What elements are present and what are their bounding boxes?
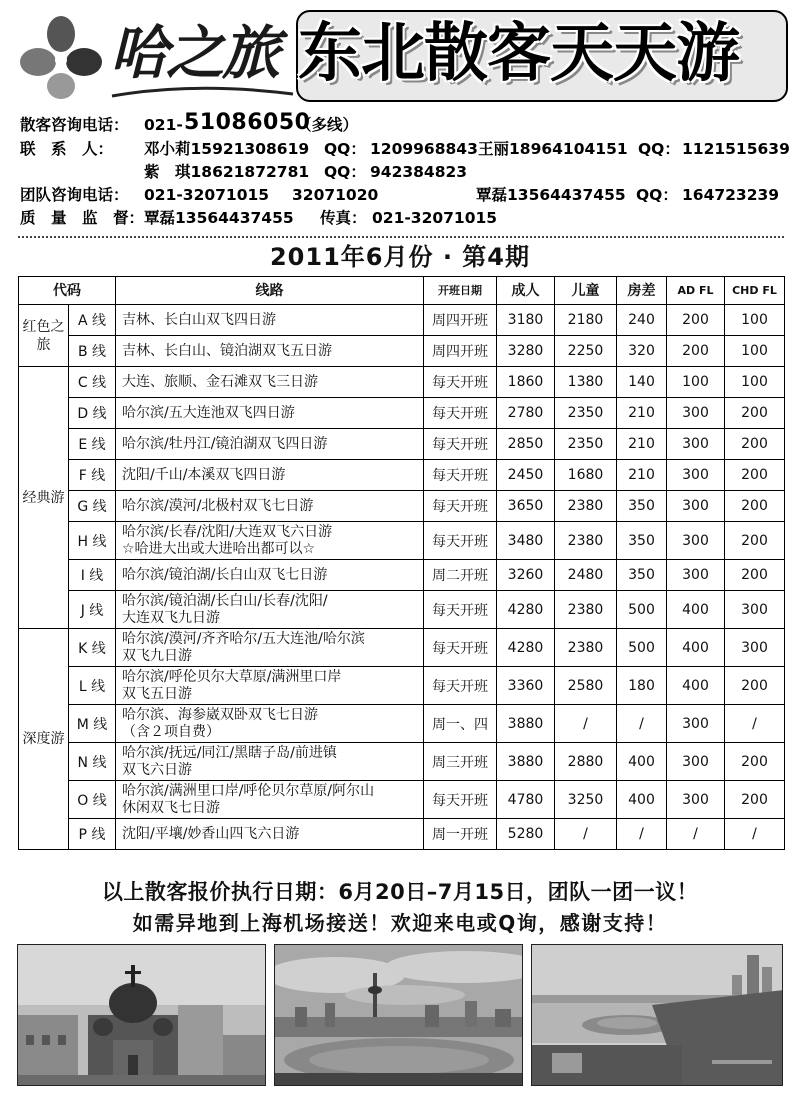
- ad-fl-price: 300: [667, 560, 725, 591]
- route-line: （含２项自费）: [122, 723, 220, 740]
- table-row: [19, 367, 785, 398]
- child-price: 2350: [555, 429, 617, 460]
- adult-price: 5280: [497, 819, 555, 850]
- route-description: [116, 629, 424, 667]
- quality-label: 质 量 监 督：: [20, 209, 145, 227]
- schedule-cell: 每天开班: [424, 591, 497, 629]
- group-label: 深度游: [19, 629, 69, 850]
- child-price: 2380: [555, 629, 617, 667]
- contact-label: 联 系 人：: [20, 140, 114, 158]
- route-description: [116, 305, 424, 336]
- child-price: 2480: [555, 560, 617, 591]
- route-line: 哈尔滨/牡丹江/镜泊湖双飞四日游: [122, 435, 328, 452]
- price-table: [18, 276, 785, 850]
- route-code: M 线: [69, 705, 116, 743]
- photo-coastal-city: [531, 944, 783, 1086]
- child-price: /: [555, 705, 617, 743]
- fax-number: 021-32071015: [372, 209, 498, 227]
- ad-fl-price: 400: [667, 629, 725, 667]
- adult-price: 3480: [497, 522, 555, 560]
- child-price: 2380: [555, 591, 617, 629]
- header-chd-fl: CHD FL: [725, 277, 785, 305]
- issue-title: 2011年6月份 · 第4期: [269, 243, 531, 271]
- ad-fl-price: /: [667, 819, 725, 850]
- route-description: [116, 705, 424, 743]
- contact-person: 覃磊13564437455: [476, 186, 626, 204]
- schedule-cell: 周四开班: [424, 305, 497, 336]
- route-code: D 线: [69, 398, 116, 429]
- table-row: [19, 667, 785, 705]
- chd-fl-price: 200: [725, 460, 785, 491]
- child-price: /: [555, 819, 617, 850]
- schedule-cell: 每天开班: [424, 367, 497, 398]
- adult-price: 3180: [497, 305, 555, 336]
- chd-fl-price: 200: [725, 743, 785, 781]
- table-row: [19, 398, 785, 429]
- qq-label: QQ：: [324, 140, 366, 158]
- table-row: [19, 743, 785, 781]
- coastal-city-image: [532, 945, 783, 1086]
- table-row: [19, 522, 785, 560]
- route-line: 哈尔滨/漠河/北极村双飞七日游: [122, 497, 314, 514]
- route-line: 吉林、长白山、镜泊湖双飞五日游: [122, 342, 332, 359]
- header-code: 代码: [19, 277, 116, 305]
- room-diff: /: [617, 819, 667, 850]
- schedule-cell: 周三开班: [424, 743, 497, 781]
- table-row: [19, 705, 785, 743]
- child-price: 2350: [555, 398, 617, 429]
- chd-fl-price: 100: [725, 336, 785, 367]
- route-code: E 线: [69, 429, 116, 460]
- route-code: C 线: [69, 367, 116, 398]
- adult-price: 3880: [497, 705, 555, 743]
- header-route: 线路: [116, 277, 424, 305]
- room-diff: 210: [617, 429, 667, 460]
- child-price: 1380: [555, 367, 617, 398]
- adult-price: 3360: [497, 667, 555, 705]
- child-price: 2380: [555, 522, 617, 560]
- child-price: 2250: [555, 336, 617, 367]
- table-row: [19, 819, 785, 850]
- room-diff: 350: [617, 560, 667, 591]
- adult-price: 2450: [497, 460, 555, 491]
- route-description: [116, 819, 424, 850]
- schedule-cell: 周一开班: [424, 819, 497, 850]
- route-description: [116, 398, 424, 429]
- chd-fl-price: 300: [725, 591, 785, 629]
- route-description: [116, 560, 424, 591]
- qq-number: 1121515639: [682, 140, 790, 158]
- route-line: 哈尔滨/五大连池双飞四日游: [122, 404, 295, 421]
- route-line: 吉林、长白山双飞四日游: [122, 311, 276, 328]
- table-row: [19, 460, 785, 491]
- ad-fl-price: 200: [667, 336, 725, 367]
- route-line: 双飞五日游: [122, 685, 192, 702]
- ad-fl-price: 300: [667, 491, 725, 522]
- qq-number: 942384823: [370, 163, 468, 181]
- child-price: 2880: [555, 743, 617, 781]
- room-diff: 240: [617, 305, 667, 336]
- schedule-cell: 每天开班: [424, 522, 497, 560]
- room-diff: /: [617, 705, 667, 743]
- group-label: 团队咨询电话：: [20, 186, 129, 204]
- chd-fl-price: /: [725, 819, 785, 850]
- retail-phone: 51086050: [184, 110, 311, 135]
- route-description: [116, 781, 424, 819]
- qq-number: 1209968843: [370, 140, 478, 158]
- room-diff: 180: [617, 667, 667, 705]
- schedule-cell: 每天开班: [424, 460, 497, 491]
- chd-fl-price: 200: [725, 522, 785, 560]
- contact-person: 邓小莉15921308619: [144, 140, 310, 158]
- route-description: [116, 743, 424, 781]
- room-diff: 210: [617, 460, 667, 491]
- table-row: [19, 305, 785, 336]
- retail-label: 散客咨询电话：: [20, 116, 129, 134]
- table-row: [19, 591, 785, 629]
- main-title: 东北散客天天游: [298, 17, 739, 91]
- route-line: 沈阳/千山/本溪双飞四日游: [122, 466, 286, 483]
- ad-fl-price: 300: [667, 398, 725, 429]
- route-code: A 线: [69, 305, 116, 336]
- adult-price: 3650: [497, 491, 555, 522]
- route-line: 哈尔滨/镜泊湖/长白山双飞七日游: [122, 566, 328, 583]
- adult-price: 2850: [497, 429, 555, 460]
- room-diff: 210: [617, 398, 667, 429]
- route-line: 大连双飞九日游: [122, 609, 220, 626]
- route-line: 双飞六日游: [122, 761, 192, 778]
- chd-fl-price: 200: [725, 781, 785, 819]
- child-price: 2580: [555, 667, 617, 705]
- route-line: 休闲双飞七日游: [122, 799, 220, 816]
- header-schedule: 开班日期: [424, 277, 497, 305]
- ad-fl-price: 300: [667, 705, 725, 743]
- route-description: [116, 591, 424, 629]
- adult-price: 4280: [497, 629, 555, 667]
- ad-fl-price: 300: [667, 429, 725, 460]
- ad-fl-price: 300: [667, 743, 725, 781]
- child-price: 3250: [555, 781, 617, 819]
- schedule-cell: 每天开班: [424, 429, 497, 460]
- quality-person: 覃磊13564437455: [144, 209, 294, 227]
- adult-price: 4280: [497, 591, 555, 629]
- qq-number: 164723239: [682, 186, 780, 204]
- room-diff: 400: [617, 781, 667, 819]
- route-code: I 线: [69, 560, 116, 591]
- ad-fl-price: 300: [667, 460, 725, 491]
- room-diff: 350: [617, 491, 667, 522]
- price-table-body: [19, 305, 785, 850]
- adult-price: 1860: [497, 367, 555, 398]
- group-label: 红色之旅: [19, 305, 69, 367]
- chd-fl-price: 200: [725, 429, 785, 460]
- route-line: 大连、旅顺、金石滩双飞三日游: [122, 373, 318, 390]
- brand-logo-text: 哈之旅: [110, 19, 279, 87]
- room-diff: 500: [617, 591, 667, 629]
- ad-fl-price: 300: [667, 781, 725, 819]
- route-line: 哈尔滨/长春/沈阳/大连双飞六日游: [122, 523, 333, 540]
- schedule-cell: 每天开班: [424, 667, 497, 705]
- footer-notes: [0, 876, 800, 938]
- retail-prefix: 021-: [144, 116, 183, 134]
- contact-person: 王丽18964104151: [478, 140, 628, 158]
- route-description: [116, 429, 424, 460]
- city-tower-image: [275, 945, 523, 1086]
- header-room: 房差: [617, 277, 667, 305]
- chd-fl-price: 100: [725, 305, 785, 336]
- header-ad-fl: AD FL: [667, 277, 725, 305]
- child-price: 2380: [555, 491, 617, 522]
- fax-label: 传真：: [320, 209, 367, 227]
- photo-city-tower: [274, 944, 523, 1086]
- route-code: G 线: [69, 491, 116, 522]
- route-code: B 线: [69, 336, 116, 367]
- qq-label: QQ：: [636, 186, 678, 204]
- ad-fl-price: 300: [667, 522, 725, 560]
- chd-fl-price: 300: [725, 629, 785, 667]
- contact-person: 紫 琪18621872781: [144, 163, 310, 181]
- table-row: [19, 429, 785, 460]
- group-label: 经典游: [19, 367, 69, 629]
- photo-cathedral: [17, 944, 266, 1086]
- chd-fl-price: 100: [725, 367, 785, 398]
- route-code: P 线: [69, 819, 116, 850]
- schedule-cell: 周一、四: [424, 705, 497, 743]
- room-diff: 400: [617, 743, 667, 781]
- cathedral-image: [18, 945, 266, 1086]
- header: [0, 0, 800, 112]
- qq-label: QQ：: [638, 140, 680, 158]
- retail-note: （多线）: [296, 116, 359, 134]
- route-line: 双飞九日游: [122, 647, 192, 664]
- route-line: 哈尔滨/抚远/同江/黑瞎子岛/前进镇: [122, 744, 337, 761]
- adult-price: 4780: [497, 781, 555, 819]
- group-phone: 32071020: [292, 186, 379, 204]
- child-price: 2180: [555, 305, 617, 336]
- header-child: 儿童: [555, 277, 617, 305]
- ad-fl-price: 100: [667, 367, 725, 398]
- pickup-note: 如需异地到上海机场接送！欢迎来电或Q询，感谢支持！: [132, 911, 668, 935]
- route-line: 哈尔滨、海参崴双卧双飞七日游: [122, 706, 318, 723]
- schedule-cell: 每天开班: [424, 491, 497, 522]
- schedule-cell: 每天开班: [424, 781, 497, 819]
- room-diff: 140: [617, 367, 667, 398]
- schedule-cell: 每天开班: [424, 629, 497, 667]
- adult-price: 3280: [497, 336, 555, 367]
- route-code: O 线: [69, 781, 116, 819]
- route-line: 哈尔滨/漠河/齐齐哈尔/五大连池/哈尔滨: [122, 630, 365, 647]
- flower-logo-icon: [18, 14, 104, 100]
- chd-fl-price: /: [725, 705, 785, 743]
- room-diff: 350: [617, 522, 667, 560]
- chd-fl-price: 200: [725, 667, 785, 705]
- adult-price: 2780: [497, 398, 555, 429]
- adult-price: 3880: [497, 743, 555, 781]
- route-description: [116, 336, 424, 367]
- route-code: H 线: [69, 522, 116, 560]
- chd-fl-price: 200: [725, 560, 785, 591]
- room-diff: 500: [617, 629, 667, 667]
- qq-label: QQ：: [324, 163, 366, 181]
- schedule-cell: 周二开班: [424, 560, 497, 591]
- route-line: 哈尔滨/镜泊湖/长白山/长春/沈阳/: [122, 592, 328, 609]
- route-description: [116, 491, 424, 522]
- brand-swoosh-icon: [110, 84, 295, 100]
- table-row: [19, 781, 785, 819]
- adult-price: 3260: [497, 560, 555, 591]
- route-description: [116, 522, 424, 560]
- table-row: [19, 629, 785, 667]
- schedule-cell: 每天开班: [424, 398, 497, 429]
- chd-fl-price: 200: [725, 398, 785, 429]
- route-description: [116, 367, 424, 398]
- dotted-divider: [18, 236, 784, 238]
- route-code: J 线: [69, 591, 116, 629]
- schedule-cell: 周四开班: [424, 336, 497, 367]
- ad-fl-price: 200: [667, 305, 725, 336]
- group-phone: 021-32071015: [144, 186, 270, 204]
- table-row: [19, 560, 785, 591]
- route-line: 哈尔滨/满洲里口岸/呼伦贝尔草原/阿尔山: [122, 782, 375, 799]
- chd-fl-price: 200: [725, 491, 785, 522]
- validity-note: 以上散客报价执行日期：6月20日–7月15日，团队一团一议！: [101, 880, 699, 904]
- table-row: [19, 336, 785, 367]
- route-line: 沈阳/平壤/妙香山四飞六日游: [122, 825, 300, 842]
- ad-fl-price: 400: [667, 667, 725, 705]
- table-header-row: [19, 277, 785, 305]
- route-description: [116, 667, 424, 705]
- route-code: K 线: [69, 629, 116, 667]
- route-line: ☆哈进大出或大进哈出都可以☆: [122, 540, 316, 557]
- ad-fl-price: 400: [667, 591, 725, 629]
- route-code: N 线: [69, 743, 116, 781]
- header-adult: 成人: [497, 277, 555, 305]
- child-price: 1680: [555, 460, 617, 491]
- route-code: F 线: [69, 460, 116, 491]
- room-diff: 320: [617, 336, 667, 367]
- route-code: L 线: [69, 667, 116, 705]
- table-row: [19, 491, 785, 522]
- route-line: 哈尔滨/呼伦贝尔大草原/满洲里口岸: [122, 668, 342, 685]
- route-description: [116, 460, 424, 491]
